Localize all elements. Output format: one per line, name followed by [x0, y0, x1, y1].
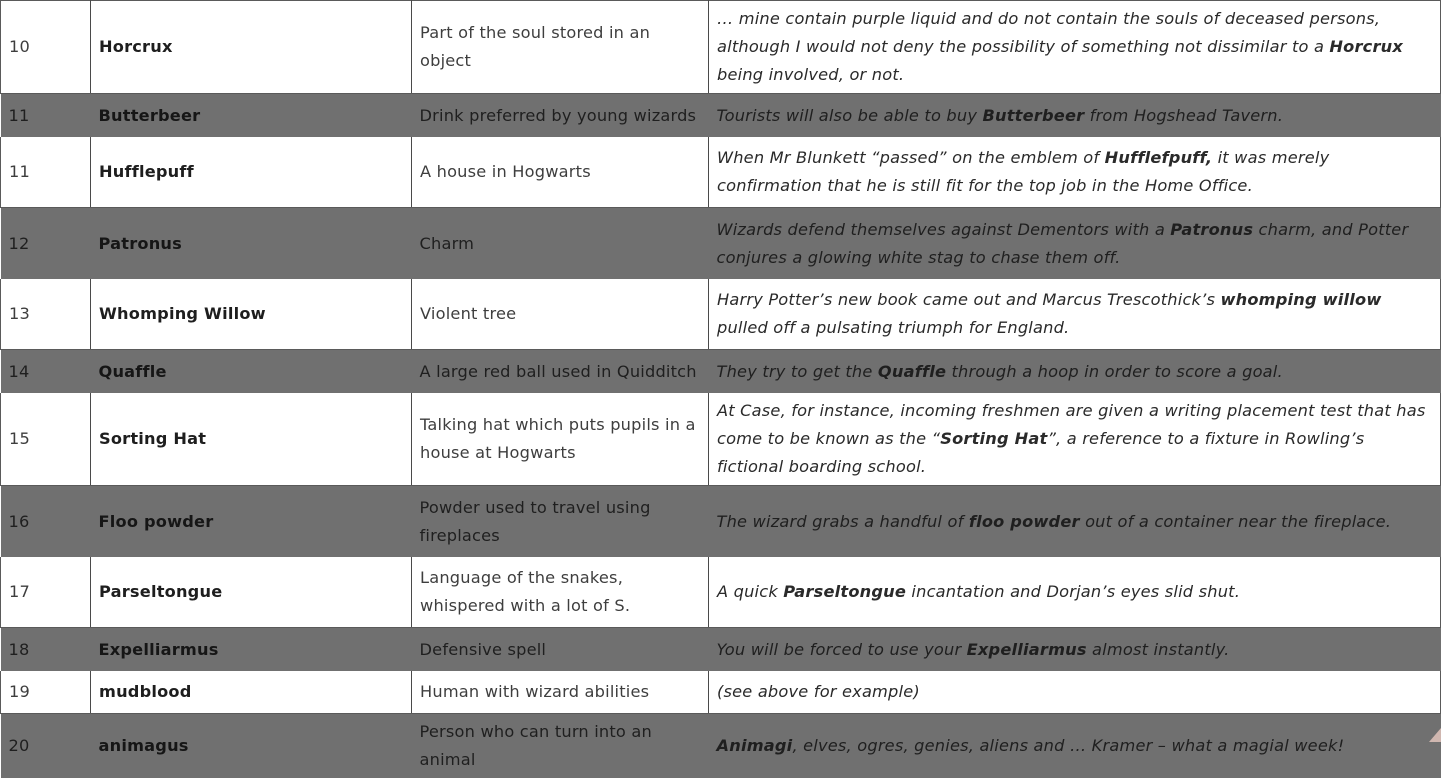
rank-cell: 11	[1, 137, 91, 208]
table-row	[1, 671, 1441, 714]
example-cell	[709, 279, 1441, 350]
term-cell: Horcrux	[91, 1, 412, 94]
example-text: At Case, for instance, incoming freshmen are given a writing placement test that has come to be known as the “	[717, 401, 1425, 448]
term-cell: Patronus	[91, 208, 412, 280]
example-text: A quick	[717, 582, 783, 601]
example-cell	[709, 350, 1441, 394]
rank-cell: 17	[1, 557, 91, 628]
example-cell	[709, 557, 1441, 628]
example-highlight: Animagi	[717, 736, 793, 755]
meaning-cell: Language of the snakes, whispered with a lot of S.	[412, 557, 709, 628]
table-row	[1, 557, 1441, 628]
glossary-table-body	[1, 1, 1441, 778]
term-cell: animagus	[91, 714, 412, 778]
meaning-cell: Human with wizard abilities	[412, 671, 709, 714]
example-text: from Hogshead Tavern.	[1084, 106, 1283, 125]
example-cell	[709, 1, 1441, 94]
rank-cell: 13	[1, 279, 91, 350]
example-text: Tourists will also be able to buy	[717, 106, 983, 125]
rank-cell: 10	[1, 1, 91, 94]
example-text: it was merely confirmation that he is still fit for the top job in the Home Office.	[717, 148, 1329, 195]
example-text: Harry Potter’s new book came out and Marcus Trescothick’s	[717, 290, 1220, 309]
example-text: through a hoop in order to score a goal.	[946, 362, 1283, 381]
table-row	[1, 94, 1441, 138]
term-cell: Whomping Willow	[91, 279, 412, 350]
table-row	[1, 208, 1441, 280]
rank-cell: 16	[1, 486, 91, 558]
example-highlight: Expelliarmus	[967, 640, 1087, 659]
example-highlight: whomping willow	[1220, 290, 1381, 309]
example-text: The wizard grabs a handful of	[717, 512, 969, 531]
meaning-cell: Defensive spell	[412, 628, 709, 672]
term-cell: Floo powder	[91, 486, 412, 558]
term-cell: Hufflepuff	[91, 137, 412, 208]
meaning-cell: Violent tree	[412, 279, 709, 350]
example-cell	[709, 714, 1441, 778]
rank-cell: 12	[1, 208, 91, 280]
example-highlight: Horcrux	[1329, 37, 1403, 56]
meaning-cell: Charm	[412, 208, 709, 280]
meaning-cell: A large red ball used in Quidditch	[412, 350, 709, 394]
meaning-cell: Talking hat which puts pupils in a house at Hogwarts	[412, 393, 709, 486]
example-cell	[709, 137, 1441, 208]
example-highlight: Sorting Hat	[940, 429, 1047, 448]
meaning-cell: Drink preferred by young wizards	[412, 94, 709, 138]
example-text: almost instantly.	[1087, 640, 1230, 659]
example-text: Wizards defend themselves against Dementors with a	[717, 220, 1171, 239]
meaning-cell: A house in Hogwarts	[412, 137, 709, 208]
example-text: being involved, or not.	[717, 65, 904, 84]
rank-cell: 11	[1, 94, 91, 138]
example-cell	[709, 628, 1441, 672]
meaning-cell: Powder used to travel using fireplaces	[412, 486, 709, 558]
term-cell: Expelliarmus	[91, 628, 412, 672]
table-row	[1, 1, 1441, 94]
term-cell: Sorting Hat	[91, 393, 412, 486]
table-row	[1, 393, 1441, 486]
table-row	[1, 279, 1441, 350]
example-highlight: Parseltongue	[783, 582, 906, 601]
rank-cell: 20	[1, 714, 91, 778]
example-text: (see above for example)	[717, 682, 920, 701]
table-row	[1, 137, 1441, 208]
term-cell: Quaffle	[91, 350, 412, 394]
table-row	[1, 486, 1441, 558]
example-text: … mine contain purple liquid and do not contain the souls of deceased persons, although I would not deny the possibility of something not dissimilar to a	[717, 9, 1380, 56]
example-text: incantation and Dorjan’s eyes slid shut.	[906, 582, 1240, 601]
meaning-cell: Person who can turn into an animal	[412, 714, 709, 778]
example-text: , elves, ogres, genies, aliens and … Kramer – what a magial week!	[792, 736, 1344, 755]
meaning-cell: Part of the soul stored in an object	[412, 1, 709, 94]
rank-cell: 18	[1, 628, 91, 672]
term-cell: Butterbeer	[91, 94, 412, 138]
example-cell	[709, 671, 1441, 714]
example-text: pulled off a pulsating triumph for England.	[717, 318, 1069, 337]
example-cell	[709, 94, 1441, 138]
table-row	[1, 714, 1441, 778]
example-text: ”, a reference to a fixture in Rowling’s fictional boarding school.	[717, 429, 1364, 476]
example-highlight: floo powder	[969, 512, 1080, 531]
rank-cell: 14	[1, 350, 91, 394]
example-cell	[709, 393, 1441, 486]
example-highlight: Butterbeer	[982, 106, 1084, 125]
example-cell	[709, 486, 1441, 558]
rank-cell: 15	[1, 393, 91, 486]
term-cell: Parseltongue	[91, 557, 412, 628]
example-highlight: Hufflefpuff,	[1105, 148, 1213, 167]
example-highlight: Patronus	[1170, 220, 1253, 239]
example-text: When Mr Blunkett “passed” on the emblem of	[717, 148, 1105, 167]
rank-cell: 19	[1, 671, 91, 714]
example-text: charm, and Potter conjures a glowing white stag to chase them off.	[717, 220, 1409, 267]
term-cell: mudblood	[91, 671, 412, 714]
table-row	[1, 350, 1441, 394]
table-row	[1, 628, 1441, 672]
example-text: You will be forced to use your	[717, 640, 967, 659]
corner-decoration	[1429, 728, 1441, 742]
example-text: They try to get the	[717, 362, 878, 381]
example-cell	[709, 208, 1441, 280]
example-highlight: Quaffle	[878, 362, 946, 381]
example-text: out of a container near the fireplace.	[1080, 512, 1391, 531]
